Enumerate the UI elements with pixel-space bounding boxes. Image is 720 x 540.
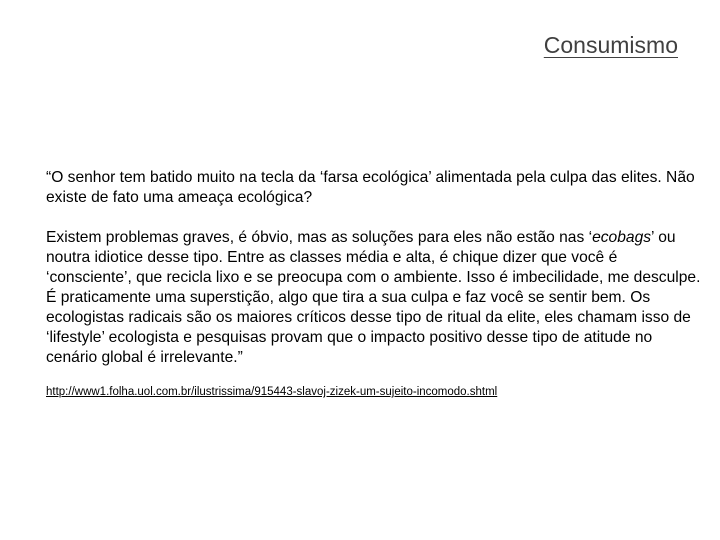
- quote-body: [46, 168, 706, 402]
- answer-italic-term: ecobags: [592, 229, 652, 246]
- answer-text-end: ’ ou noutra idiotice desse tipo. Entre as classes média e alta, é chique dizer que você é ‘consciente’, que recicla lixo e se preocupa com o ambiente. Isso é imbecilidade, me desculpe.: [46, 229, 701, 286]
- answer-paragraph-continued: É praticamente uma superstição, algo que tira a sua culpa e faz você se sentir bem. Os ecologistas radicais são os maiores críticos desse tipo de ritual da elite, eles chamam isso de ‘lifestyle’ ecologista e pesquisas provam que o impacto positivo desse tipo de atitude no cenário global é irrelevante.”: [46, 289, 691, 366]
- source-link[interactable]: http://www1.folha.uol.com.br/ilustrissima/915443-slavoj-zizek-um-sujeito-incomodo.shtml: [46, 386, 498, 398]
- question-paragraph: “O senhor tem batido muito na tecla da ‘farsa ecológica’ alimentada pela culpa das elites. Não existe de fato uma ameaça ecológica?: [46, 169, 695, 206]
- slide-title[interactable]: Consumismo: [543, 32, 678, 58]
- answer-paragraph: [46, 228, 706, 288]
- answer-text-start: Existem problemas graves, é óbvio, mas as soluções para eles não estão nas ‘: [46, 229, 593, 246]
